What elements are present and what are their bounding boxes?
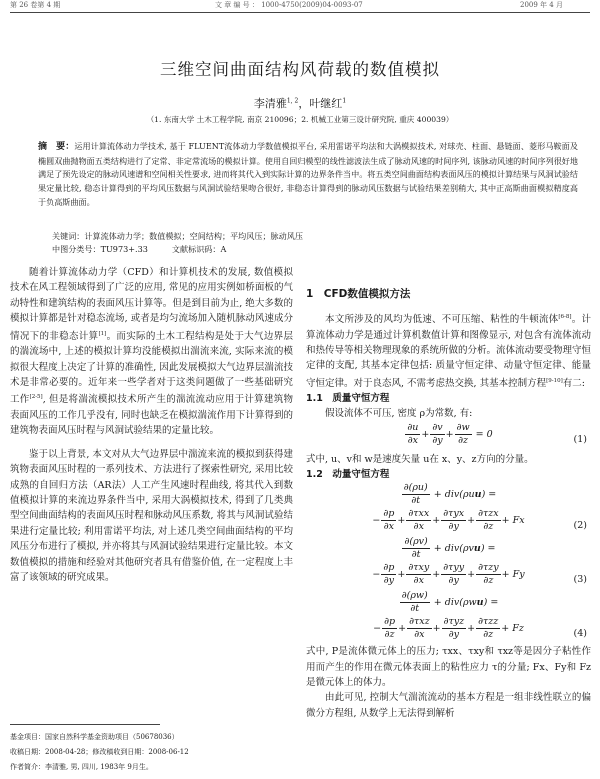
footnotes [10,730,295,775]
equation-number: (3) [573,574,587,586]
citation: [6-8] [558,314,572,320]
right-column [306,280,591,721]
doc-code-label: 文献标识码： [171,244,221,254]
section-heading: 1 CFD数值模拟方法 [306,288,411,300]
footnote-author: 作者简介：李清雅, 男, 四川, 1983年 9月生。 [10,763,153,771]
equation-4b: − $\frac{\partial p}{\partial z}$ + $\frac{\text{∂τxz}}{\partial x}$ + $\frac{\text{∂τyz}}{\partial y}$ + $\frac{\text{∂τzz}}{\partial z}$ + Fz (4) [373,616,587,641]
clc-label: 中图分类号： [52,244,101,254]
author-2: 叶继红 [309,97,343,110]
running-header [0,0,600,12]
equation-3a: $\frac{\partial(\rho v)}{\partial t}$ + div(ρvu) = [404,536,496,561]
author-line [0,95,600,111]
affiliation: （1. 东南大学 土木工程学院, 南京 210096；2. 机械工业第三设计研究院, 重庆 400039） [146,115,454,124]
abstract-text: 运用计算流体动力学技术, 基于 FLUENT流体动力学数值模拟平台, 采用雷诺平均法和大涡模拟技术, 对球壳、柱面、悬链面、菱形马鞍面及椭圆双曲抛物面五类结构进行了定常、非定常流场的模拟计算。使用自回归模型的线性滤波法生成了脉动风速的时间序列, 该脉动风速的时间序列很好地满足了预先设定的脉动风速谱和空间相关性要求, 进而将其代入到实际计算的边界条件当中。将五类空间曲面结构表面风压的模拟计算结果与风洞试验结果定量比较, 稳态计算得到的平均风压数据与风洞试验结果吻合很好, 非稳态计算得到的脉动风压数据与试验结果差别稍大, 其中正高斯曲面模拟精度高于负高斯曲面。 [38,141,578,207]
body-paragraph: 鉴于以上背景, 本文对从大气边界层中湍流来流的模拟到获得建筑物表面风压时程的一系列技术、方法进行了探索性研究, 采用比较成熟的自回归方法（AR法）人工产生风速时程曲线, 将其代入到数值模拟计算的来流边界条件当中, 采用大涡模拟技术, 得到了几类典型空间曲面结构的表面风压时程和脉动风压系数, 将其与风洞试验结果进行定量比较; 利用雷诺平均法, 对上述几类空间曲面结构的平均风压分布进行了模拟, 并亦将其与风洞试验结果进行定量比较。本文数值模拟的措施和经验对其他研究者具有借鉴价值, 在一定程度上丰富了该领域的研究成果。 [10,448,293,584]
subsection-heading: 1.2 动量守恒方程 [306,469,390,481]
footnote-rule [10,724,160,725]
equation-number: (1) [573,433,587,445]
paper-title: 三维空间曲面结构风荷载的数值模拟 [160,60,440,79]
keywords-label: 关键词： [52,231,85,241]
author-2-affil: 1 [342,97,347,105]
left-column [10,265,293,585]
classification [52,244,226,255]
header-article-no: 文 章 编 号 ： 1000-4750(2009)04-0093-07 [215,1,363,9]
abstract-label: 摘 要： [38,142,75,152]
body-paragraph: 本文所涉及的风均为低速、不可压缩、粘性的牛顿流体[6-8]。计算流体动力学是通过计算机数值计算和图像显示, 对包含有流体流动和热传导等相关物理现象的系统所做的分析。流体流动要受物理守恒定律的支配, 其基本定律包括: 质量守恒定律、动量守恒定律、能量守恒定律。对于良态风, 不需考虑热交换, 其基本控制方程[9-10]有二: [306,314,592,389]
body-paragraph: 由此可见, 控制大气湍流流动的基本方程是一组非线性联立的偏微分方程组, 从数学上无法得到解析 [306,692,591,719]
abstract [38,140,578,210]
author-1-affil: 1, 2 [286,97,299,105]
header-date: 2009 年 4 月 [520,1,563,9]
keywords-text: 计算流体动力学；数值模拟；空间结构；平均风压；脉动风压 [84,231,303,241]
equation-2b: − $\frac{\partial p}{\partial x}$ + $\frac{\text{∂τxx}}{\partial x}$ + $\frac{\text{∂τyx}}{\partial y}$ + $\frac{\text{∂τzx}}{\partial z}$ + Fx (2) [372,508,587,533]
citation: [9-10] [546,377,563,384]
header-rule [10,12,590,13]
doc-code-value: A [220,244,227,254]
equation-note: 式中, P是流体微元体上的压力; τxx、τxy和 τxz等是因分子粘性作用而产生的作用在微元体表面上的粘性应力 τ的分量; Fx、Fy和 Fz是微元体上的体力。 [306,646,591,688]
equation-number: (2) [573,520,587,532]
body-paragraph: 假设流体不可压, 密度 ρ为常数, 有: [325,408,473,420]
citation: [1] [98,330,107,337]
citation: [2-5] [29,394,43,401]
footnote-dates: 收稿日期：2008-04-28；修改稿收到日期：2008-06-12 [10,748,189,756]
clc-value: TU973+.33 [100,244,148,254]
equation-note: 式中, u、v和 w是速度矢量 u在 x、y、z方向的分量。 [306,453,534,465]
equation-3b: − $\frac{\partial p}{\partial y}$ + $\frac{\text{∂τxy}}{\partial x}$ + $\frac{\text{∂τyy}}{\partial y}$ + $\frac{\text{∂τzy}}{\partial z}$ + Fy (3) [372,562,587,587]
author-1: 李清雅 [253,97,287,110]
subsection-heading: 1.1 质量守恒方程 [306,393,390,405]
author-separator: ， [298,97,310,110]
equation-1: $\frac{\partial u}{\partial x}$ + $\frac{\partial v}{\partial y}$ + $\frac{\partial w}{\partial z}$ = 0 (1) [407,421,587,446]
footnote-fund: 基金项目：国家自然科学基金资助项目（50678036） [10,733,179,741]
equation-4a: $\frac{\partial(\rho w)}{\partial t}$ + div(ρwu) = [401,590,499,615]
header-volume: 第 26 卷第 4 期 [10,1,61,9]
equation-number: (4) [573,628,587,640]
keywords [52,230,578,244]
body-paragraph: 随着计算流体动力学（CFD）和计算机技术的发展, 数值模拟技术在风工程领域得到了广泛的应用, 常见的应用实例如桥面板的气动特性和建筑结构的表面风压计算等。但是到目前为止, 绝大多数的模拟计算都是针对稳态流场, 或者是均匀流场加入随机脉动风速成分情况下的非稳态计算[1]。而实际的土木工程结构是处于大气边界层的湍流场中, 上述的模拟计算均没能模拟出湍流来流, 实际来流的模拟很大程度上决定了计算的准确性, 因此发展模拟大气边界层湍流技术是非常必要的。近年来一些学者对于这类问题做了一些基础研究工作[2-5], 但是将湍流模拟技术所产生的湍流流动应用于计算建筑物表面风压的工作几乎没有, 同时也缺乏在模拟湍流作用下计算得到的建筑物表面风压时程与风洞试验结果的定量比较。 [10,267,293,437]
equation-2a: $\frac{\partial(\rho u)}{\partial t}$ + div(ρuu) = [403,482,497,507]
